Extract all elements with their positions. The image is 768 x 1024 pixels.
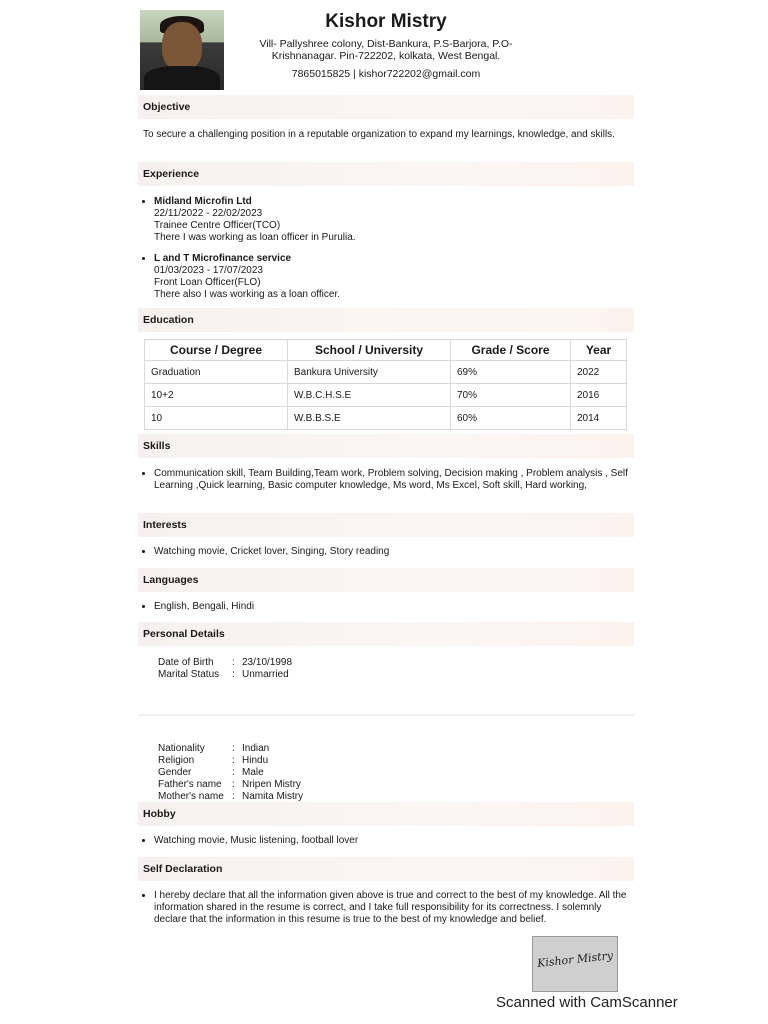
detail-row: [158, 767, 303, 779]
signature-image: [532, 936, 618, 992]
detail-row: [158, 657, 292, 669]
section-title: Personal Details: [143, 628, 225, 640]
detail-row: [158, 743, 303, 755]
address-line-2: Krishnanagar. Pin-722202, kolkata, West Bengal.: [271, 50, 501, 62]
detail-value: Unmarried: [242, 669, 289, 680]
hobby-item: • Watching movie, Music listening, football lover: [154, 835, 634, 847]
camscanner-watermark: Scanned with CamScanner: [496, 994, 678, 1011]
experience-desc: There also I was working as a loan officer.: [154, 289, 341, 300]
experience-dates: 22/11/2022 - 22/02/2023: [154, 208, 263, 219]
detail-colon: :: [232, 743, 235, 754]
detail-colon: :: [232, 657, 235, 668]
contact-info: 7865015825 | kishor722202@gmail.com: [291, 68, 481, 80]
declaration-list: [138, 890, 634, 935]
experience-desc: There I was working as loan officer in Purulia.: [154, 232, 356, 243]
section-title: Languages: [143, 574, 199, 586]
hobby-list: [138, 835, 634, 856]
table-cell: 60%: [451, 407, 571, 430]
company-name: • Midland Microfin Ltd: [154, 196, 252, 207]
languages-list: [138, 601, 634, 622]
column-header: School / University: [288, 340, 451, 361]
section-title: Objective: [143, 101, 191, 113]
detail-value: Nripen Mistry: [242, 779, 301, 790]
table-cell: 69%: [451, 361, 571, 384]
section-title: Interests: [143, 519, 187, 531]
section-title: Experience: [143, 168, 200, 180]
detail-key: Date of Birth: [158, 657, 214, 668]
table-row: [145, 361, 627, 384]
table-cell: W.B.C.H.S.E: [288, 384, 451, 407]
photo-body: [144, 66, 220, 90]
table-cell: Bankura University: [288, 361, 451, 384]
detail-row: [158, 669, 292, 681]
skills-item: • Communication skill, Team Building,Team work, Problem solving, Decision making , Problem analysis , Self Learning ,Quick learning, Basic computer knowledge, Ms word, Ms Excel, Soft skill, Hard working,: [154, 468, 634, 492]
table-cell: Graduation: [145, 361, 288, 384]
section-objective: [138, 95, 634, 119]
detail-colon: :: [232, 779, 235, 790]
table-cell: 2016: [571, 384, 627, 407]
section-languages: [138, 568, 634, 592]
detail-value: Indian: [242, 743, 270, 754]
detail-colon: :: [232, 755, 235, 766]
declaration-item: • I hereby declare that all the information given above is true and correct to the best of my knowledge. All the information shared in the resume is correct, and I take full responsibility for its correctness. I solemnly declare that the information in this resume is true to the best of my knowledge and belief.: [154, 890, 634, 926]
address-line-1: Vill- Pallyshree colony, Dist-Bankura, P.S-Barjora, P.O-: [259, 38, 513, 50]
detail-value: Hindu: [242, 755, 269, 766]
page-break-line: [138, 714, 634, 716]
table-cell: 70%: [451, 384, 571, 407]
education-table: [144, 339, 627, 430]
profile-photo: [140, 10, 224, 90]
section-title: Education: [143, 314, 194, 326]
section-experience: [138, 162, 634, 186]
detail-key: Nationality: [158, 743, 205, 754]
section-title: Hobby: [143, 808, 176, 820]
column-header: Year: [571, 340, 627, 361]
detail-value: Namita Mistry: [242, 791, 304, 802]
section-personal-details: [138, 622, 634, 646]
section-hobby: [138, 802, 634, 826]
candidate-name: Kishor Mistry: [325, 11, 447, 32]
personal-details-top: [158, 657, 292, 681]
languages-item: • English, Bengali, Hindi: [154, 601, 634, 613]
detail-colon: :: [232, 669, 235, 680]
signature-text: Kishor Mistry: [536, 949, 614, 970]
section-education: [138, 308, 634, 332]
detail-key: Gender: [158, 767, 192, 778]
detail-key: Mother's name: [158, 791, 224, 802]
detail-key: Father's name: [158, 779, 222, 790]
section-self-declaration: [138, 857, 634, 881]
table-row: [145, 407, 627, 430]
interests-list: [138, 546, 634, 567]
column-header: Course / Degree: [145, 340, 288, 361]
detail-key: Religion: [158, 755, 195, 766]
photo-face: [162, 22, 202, 70]
experience-role: Trainee Centre Officer(TCO): [154, 220, 281, 231]
resume-header: [238, 10, 534, 80]
experience-role: Front Loan Officer(FLO): [154, 277, 261, 288]
detail-key: Marital Status: [158, 669, 220, 680]
skills-list: [138, 468, 634, 501]
table-row: [145, 384, 627, 407]
experience-list: [138, 196, 634, 310]
table-cell: 10+2: [145, 384, 288, 407]
detail-row: [158, 779, 303, 791]
detail-value: 23/10/1998: [242, 657, 293, 668]
section-interests: [138, 513, 634, 537]
table-cell: 2014: [571, 407, 627, 430]
experience-dates: 01/03/2023 - 17/07/2023: [154, 265, 263, 276]
detail-row: [158, 755, 303, 767]
section-skills: [138, 434, 634, 458]
detail-colon: :: [232, 767, 235, 778]
table-cell: 2022: [571, 361, 627, 384]
table-cell: W.B.B.S.E: [288, 407, 451, 430]
section-title: Skills: [143, 440, 171, 452]
company-name: • L and T Microfinance service: [154, 253, 292, 264]
experience-item: [154, 253, 634, 301]
table-cell: 10: [145, 407, 288, 430]
table-header-row: [145, 340, 627, 361]
detail-colon: :: [232, 791, 235, 802]
detail-value: Male: [242, 767, 264, 778]
interests-item: • Watching movie, Cricket lover, Singing, Story reading: [154, 546, 634, 558]
objective-text: To secure a challenging position in a reputable organization to expand my learnings, knowledge, and skills.: [143, 129, 615, 140]
column-header: Grade / Score: [451, 340, 571, 361]
section-title: Self Declaration: [143, 863, 223, 875]
personal-details-bottom: [158, 743, 303, 803]
experience-item: [154, 196, 634, 244]
